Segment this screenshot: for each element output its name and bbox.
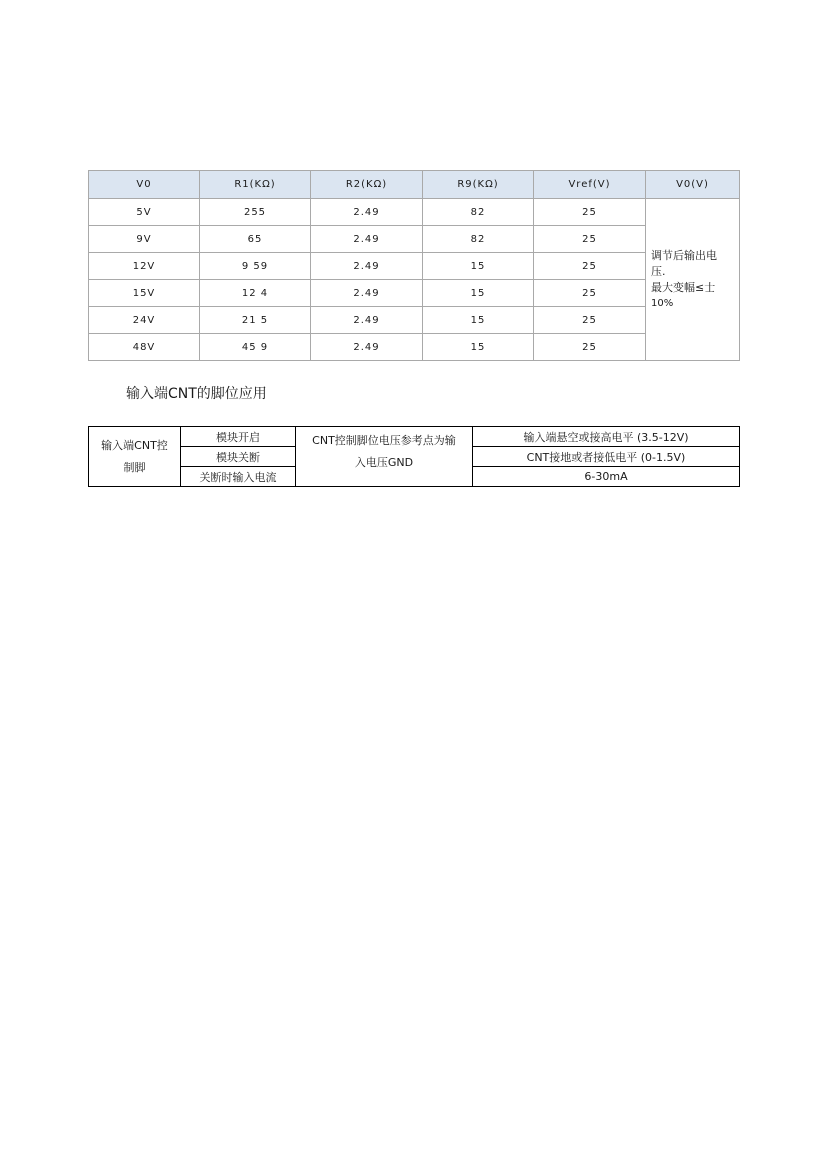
header-v0: V0: [89, 171, 200, 199]
cell-r2: 2.49: [311, 307, 423, 334]
cell-r9: 15: [423, 280, 534, 307]
cell-r9: 15: [423, 334, 534, 361]
cell-r1: 45 9: [200, 334, 311, 361]
cnt-pin-table: [88, 426, 740, 487]
reference-note: [296, 427, 473, 487]
condition-cell: 6-30mA: [473, 467, 740, 487]
cell-r9: 82: [423, 226, 534, 253]
table-header-row: [89, 171, 740, 199]
cnt-pin-label: [89, 427, 181, 487]
cell-r1: 21 5: [200, 307, 311, 334]
cell-vref: 25: [534, 226, 646, 253]
cell-r9: 82: [423, 199, 534, 226]
output-voltage-table: [88, 170, 740, 361]
cell-r9: 15: [423, 253, 534, 280]
table-row: [89, 334, 740, 361]
note-line: 10%: [651, 297, 674, 309]
cell-r2: 2.49: [311, 280, 423, 307]
cell-v0: 48V: [89, 334, 200, 361]
header-r9: R9(KΩ): [423, 171, 534, 199]
header-r1: R1(KΩ): [200, 171, 311, 199]
cell-r1: 255: [200, 199, 311, 226]
cell-v0: 15V: [89, 280, 200, 307]
table-row: [89, 226, 740, 253]
function-cell: 模块关断: [181, 447, 296, 467]
table-row: [89, 280, 740, 307]
cell-r2: 2.49: [311, 334, 423, 361]
function-cell: 模块开启: [181, 427, 296, 447]
function-cell: 关断时输入电流: [181, 467, 296, 487]
cell-v0: 5V: [89, 199, 200, 226]
section-title: 输入端CNT的脚位应用: [126, 386, 267, 402]
table-row: [89, 427, 740, 447]
cnt-pin-label-line: 输入端CNT控: [101, 438, 168, 452]
cnt-pin-label-line: 制脚: [123, 460, 146, 474]
header-v0-v: V0(V): [646, 171, 740, 199]
table-row: [89, 199, 740, 226]
note-line: 压.: [651, 264, 666, 278]
condition-cell: CNT接地或者接低电平 (0-1.5V): [473, 447, 740, 467]
cell-v0: 24V: [89, 307, 200, 334]
cell-v0: 12V: [89, 253, 200, 280]
cell-vref: 25: [534, 307, 646, 334]
cell-r1: 9 59: [200, 253, 311, 280]
cell-vref: 25: [534, 253, 646, 280]
cell-vref: 25: [534, 334, 646, 361]
note-line: 调节后输出电: [651, 248, 717, 262]
cell-r2: 2.49: [311, 226, 423, 253]
cell-r9: 15: [423, 307, 534, 334]
cell-r2: 2.49: [311, 253, 423, 280]
cell-r1: 12 4: [200, 280, 311, 307]
table-row: [89, 307, 740, 334]
cell-r1: 65: [200, 226, 311, 253]
cell-r2: 2.49: [311, 199, 423, 226]
cell-vref: 25: [534, 199, 646, 226]
cell-v0: 9V: [89, 226, 200, 253]
cell-vref: 25: [534, 280, 646, 307]
adjustment-note: [646, 199, 740, 361]
reference-note-line: 入电压GND: [354, 456, 414, 469]
header-vref: Vref(V): [534, 171, 646, 199]
reference-note-line: CNT控制脚位电压参考点为输: [312, 434, 456, 447]
header-r2: R2(KΩ): [311, 171, 423, 199]
note-line: 最大变幅≤士: [651, 280, 716, 294]
table-row: [89, 253, 740, 280]
condition-cell: 输入端悬空或接高电平 (3.5-12V): [473, 427, 740, 447]
